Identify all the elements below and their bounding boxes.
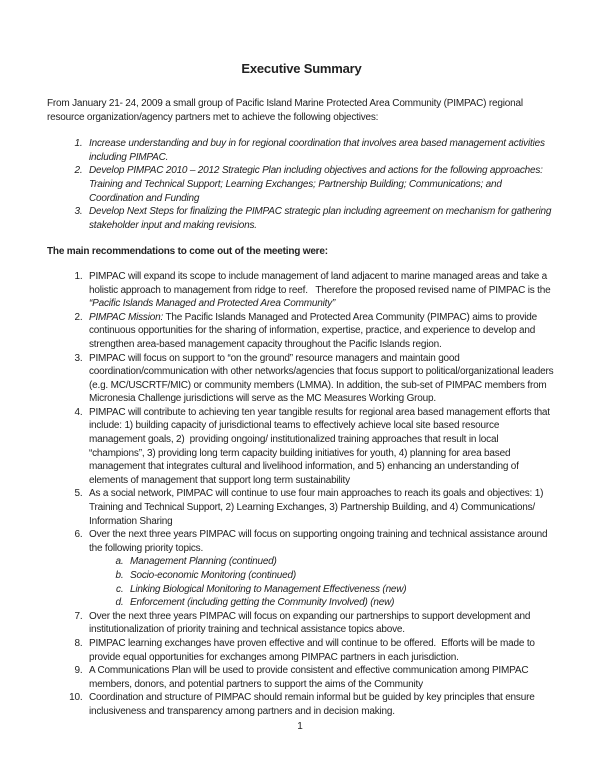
- recommendation-item-6: [85, 528, 556, 610]
- priority-topic-b: b. Socio-economic Monitoring (continued): [126, 569, 556, 583]
- priority-topic-c: c. Linking Biological Monitoring to Management Effectiveness (new): [126, 583, 556, 597]
- recommendation-item-10: 10. Coordination and structure of PIMPAC should remain informal but be guided by key principles that ensure inclusiveness and transparency among partners and in decision making.: [85, 691, 556, 718]
- mission-label: PIMPAC Mission:: [89, 311, 164, 323]
- recommendation-item-4: 4. PIMPAC will contribute to achieving ten year tangible results for regional area based management efforts that include: 1) building capacity of jurisdictional teams to effectively achieve local site based resource management goals, 2) providing ongoing/ institutionalized training approaches that result in local “champions”, 3) providing long term capacity building initiatives for youth, 4) planning for area based management that integrates cultural and livelihood information, and 5) enhancing an understanding of elements of management that support long term sustainability: [85, 406, 556, 488]
- objective-item-1: 1. Increase understanding and buy in for regional coordination that involves area based management activities including PIMPAC.: [85, 137, 556, 164]
- recommendations-list: [47, 270, 556, 719]
- recommendation-text: The Pacific Islands Managed and Protected Area Community (PIMPAC) aims to provide continuous opportunities for the sharing of information, expertise, practice, and experience to develop and strengthen area-based management capacity throughout the Pacific Islands region.: [89, 311, 538, 350]
- proposed-name-quote: “Pacific Islands Managed and Protected Area Community”: [89, 298, 336, 310]
- recommendation-item-3: 3. PIMPAC will focus on support to “on the ground” resource managers and maintain good coordination/communication with other networks/agencies that focus support to political/organizational leaders (e.g. MC/USCRTF/MIC) or community members (LMMA). In addition, the sub-set of PIMPAC members from Micronesia Challenge jurisdictions will serve as the MC Measures Working Group.: [85, 352, 556, 406]
- recommendation-text: Over the next three years PIMPAC will focus on supporting ongoing training and technical assistance around the following priority topics.: [89, 529, 548, 554]
- objectives-list: [47, 137, 556, 232]
- priority-topic-d: d. Enforcement (including getting the Community Involved) (new): [126, 596, 556, 610]
- recommendation-item-8: 8. PIMPAC learning exchanges have proven effective and will continue to be offered. Efforts will be made to provide equal opportunities for exchanges among PIMPAC partners in each jurisdiction.: [85, 637, 556, 664]
- intro-paragraph: From January 21- 24, 2009 a small group of Pacific Island Marine Protected Area Community (PIMPAC) regional resource organization/agency partners met to achieve the following objectives:: [47, 98, 523, 123]
- objective-item-2: 2. Develop PIMPAC 2010 – 2012 Strategic Plan including objectives and actions for the following approaches: Training and Technical Support; Learning Exchanges; Partnership Building; Communications; and Coordination and Funding: [85, 164, 556, 205]
- recommendation-item-2: [85, 311, 556, 352]
- recommendation-item-9: 9. A Communications Plan will be used to provide consistent and effective communication among PIMPAC members, donors, and potential partners to support the aims of the Community: [85, 664, 556, 691]
- priority-topic-a: a. Management Planning (continued): [126, 555, 556, 569]
- objective-item-3: 3. Develop Next Steps for finalizing the PIMPAC strategic plan including agreement on mechanism for gathering stakeholder input and making revisions.: [85, 205, 556, 232]
- recommendation-item-1: [85, 270, 556, 311]
- recommendation-item-5: 5. As a social network, PIMPAC will continue to use four main approaches to reach its goals and objectives: 1) Training and Technical Support, 2) Learning Exchanges, 3) Partnership Building, and 4) Communications/ Information Sharing: [85, 487, 556, 528]
- recommendations-heading: The main recommendations to come out of the meeting were:: [47, 246, 328, 258]
- page-title: Executive Summary: [241, 61, 362, 76]
- page-number: 1: [297, 721, 303, 732]
- priority-topics-list: [89, 555, 556, 609]
- recommendation-item-7: 7. Over the next three years PIMPAC will focus on expanding our partnerships to support development and institutionalization of priority training and technical assistance topics above.: [85, 610, 556, 637]
- recommendation-text: PIMPAC will expand its scope to include management of land adjacent to marine managed areas and take a holistic approach to management from ridge to reef. Therefore the proposed revised name of PIMPAC is the: [89, 270, 551, 296]
